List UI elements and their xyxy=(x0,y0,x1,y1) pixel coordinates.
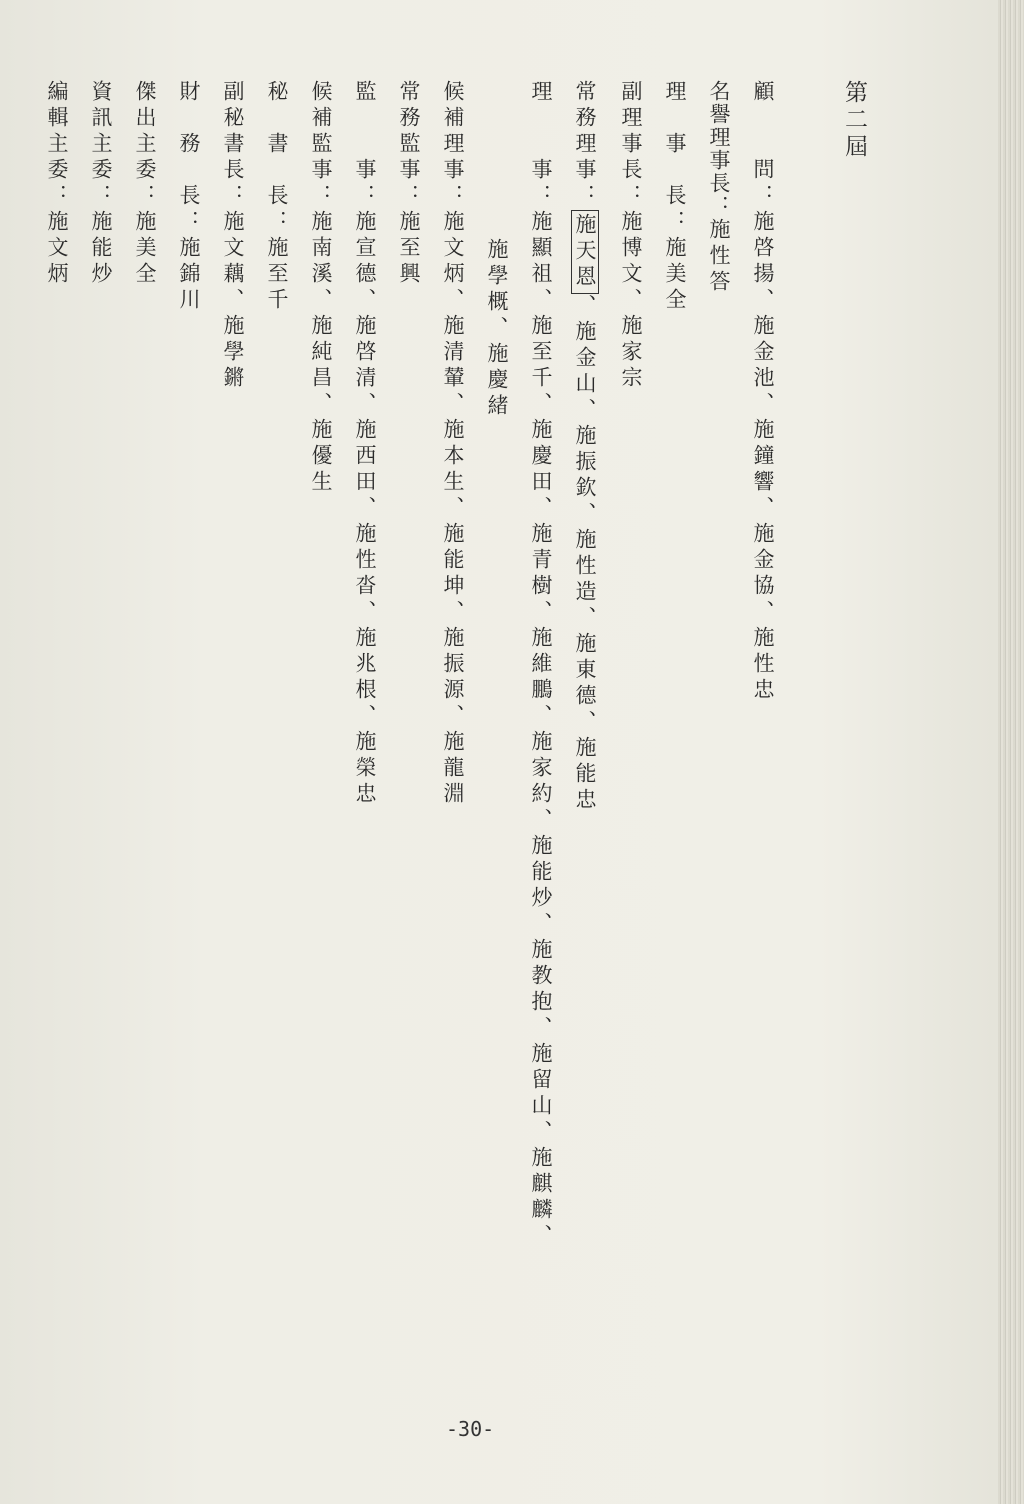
section-heading: 第二屆 xyxy=(841,80,867,161)
role-names: 施能炒 xyxy=(89,210,113,288)
role-advisor xyxy=(752,80,773,704)
role-label: 常務監事： xyxy=(397,80,421,210)
role-names: 施至千 xyxy=(265,236,289,314)
page-number: -30- xyxy=(446,1417,495,1441)
role-label: 理 事 長： xyxy=(663,80,687,236)
role-supervisor xyxy=(354,80,375,808)
role-names: 施顯祖、施至千、施慶田、施青樹、施維鵬、施家約、施能炒、施教抱、施留山、施麒麟、 xyxy=(529,210,553,1250)
role-outstanding-committee xyxy=(134,80,155,288)
role-label: 理 事： xyxy=(529,80,553,210)
role-standing-director xyxy=(574,80,595,814)
role-names: 施博文、施家宗 xyxy=(619,210,643,392)
role-names: 施性答 xyxy=(707,218,731,296)
role-names: 施至興 xyxy=(397,210,421,288)
role-chairman xyxy=(664,80,685,314)
role-alternate-supervisor xyxy=(310,80,331,496)
role-label: 傑出主委： xyxy=(133,80,157,210)
role-names: 施文炳 xyxy=(45,210,69,288)
role-label: 顧 問： xyxy=(751,80,775,210)
role-names: 施美全 xyxy=(133,210,157,288)
role-alternate-director xyxy=(442,80,463,808)
role-label: 名譽理事長： xyxy=(707,80,731,218)
role-names: 施南溪、施純昌、施優生 xyxy=(309,210,333,496)
role-names: 施文藕、施學鏘 xyxy=(221,210,245,392)
role-label: 候補理事： xyxy=(441,80,465,210)
role-deputy-secretary-general xyxy=(222,80,243,392)
boxed-name: 施天恩 xyxy=(571,210,599,294)
role-vice-chairman xyxy=(620,80,641,392)
role-information-committee xyxy=(90,80,111,288)
role-label: 編輯主委： xyxy=(45,80,69,210)
role-label: 候補監事： xyxy=(309,80,333,210)
role-names: 施啓揚、施金池、施鐘響、施金協、施性忠 xyxy=(751,210,775,704)
page-edge xyxy=(998,0,1024,1504)
role-standing-supervisor xyxy=(398,80,419,288)
role-label: 副秘書長： xyxy=(221,80,245,210)
role-secretary-general xyxy=(266,80,287,314)
role-label: 資訊主委： xyxy=(89,80,113,210)
role-label: 常務理事： xyxy=(573,80,597,210)
role-director-continuation: 施學概、施慶緒 xyxy=(485,238,509,420)
role-names: 施錦川 xyxy=(177,236,201,314)
role-names: 施文炳、施清輦、施本生、施能坤、施振源、施龍淵 xyxy=(441,210,465,808)
role-names: 施宣德、施啓清、施西田、施性沓、施兆根、施榮忠 xyxy=(353,210,377,808)
role-treasurer xyxy=(178,80,199,314)
role-label: 監 事： xyxy=(353,80,377,210)
role-label: 秘 書 長： xyxy=(265,80,289,236)
role-label: 財 務 長： xyxy=(177,80,201,236)
role-names: 施美全 xyxy=(663,236,687,314)
role-label: 副理事長： xyxy=(619,80,643,210)
role-director xyxy=(530,80,551,1250)
role-editor-in-chief xyxy=(46,80,67,288)
role-names: 、施金山、施振欽、施性造、施東德、施能忠 xyxy=(573,294,597,814)
role-honorary-chairman xyxy=(708,80,729,296)
